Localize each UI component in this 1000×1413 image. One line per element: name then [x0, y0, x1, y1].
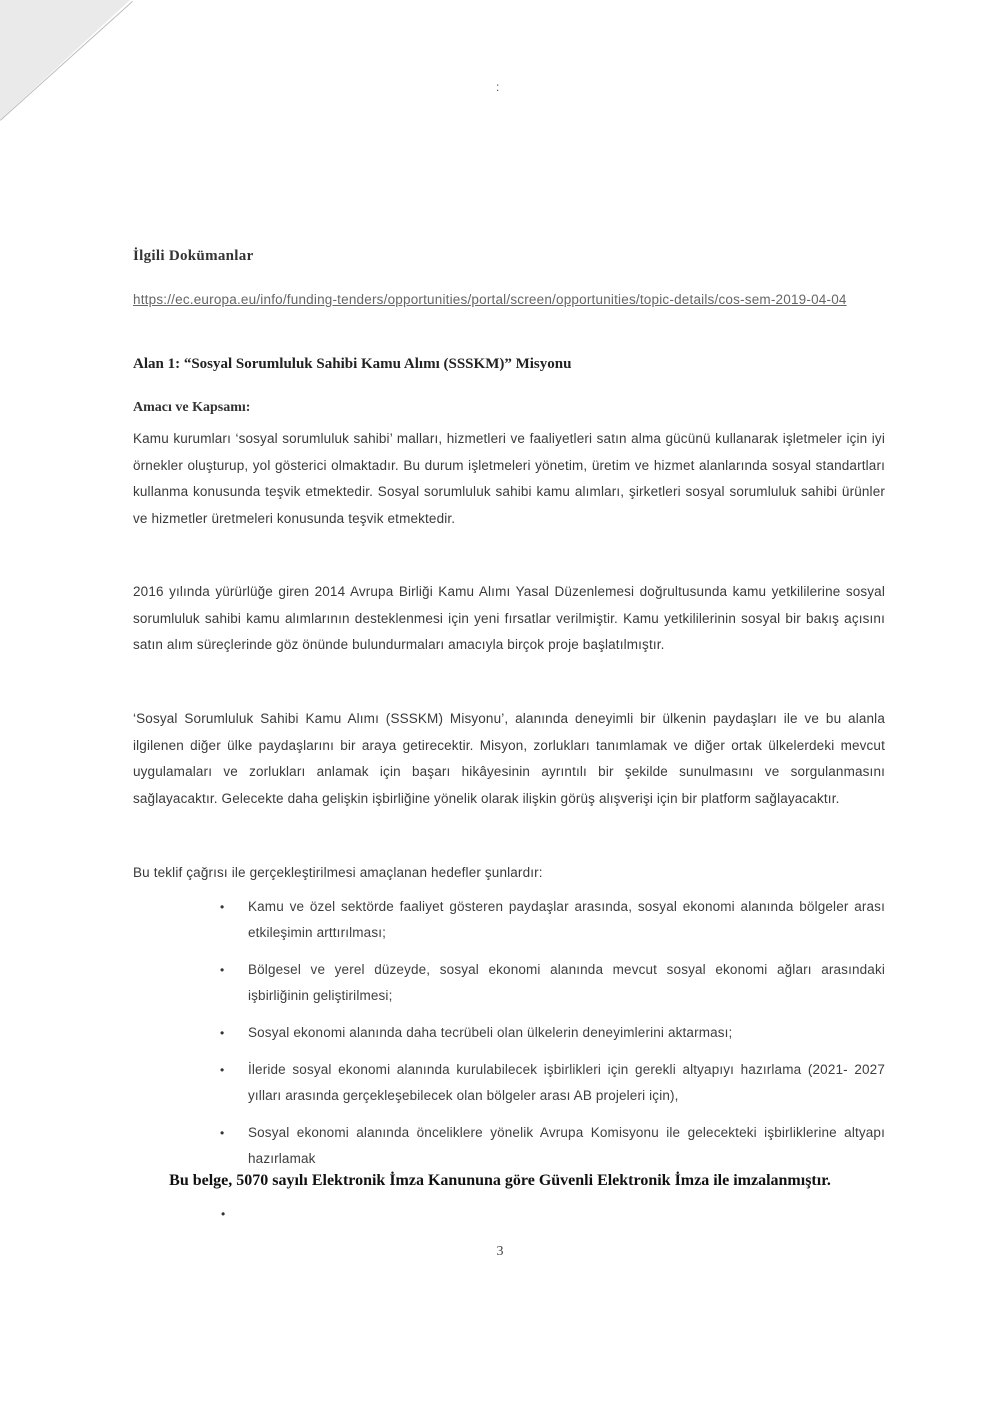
scope-heading: Amacı ve Kapsamı: — [133, 400, 251, 415]
list-item — [208, 1057, 885, 1109]
reference-link[interactable]: https://ec.europa.eu/info/funding-tenders/opportunities/portal/screen/opportunities/topic-details/cos-sem-2019-04-04 — [133, 292, 847, 307]
goal-text: Bölgesel ve yerel düzeyde, sosyal ekonomi alanında mevcut sosyal ekonomi ağları arasındaki işbirliğinin geliştirilmesi; — [248, 962, 885, 1003]
bullet-icon: • — [220, 1126, 225, 1140]
paragraph-eu-regulation: 2016 yılında yürürlüğe giren 2014 Avrupa Birliği Kamu Alımı Yasal Düzenlemesi doğrultusunda kamu yetkililerine sosyal sorumluluk sahibi kamu alımlarının desteklenmesi için yeni fırsatlar verilmiştir. Kamu yetkililerinin sosyal bir bakış açısını satın alım süreçlerinde göz önünde bulundurmaları amacıyla birçok proje başlatılmıştır. — [133, 584, 885, 652]
area-title-text: Alan 1: “Sosyal Sorumluluk Sahibi Kamu Alımı (SSSKM)” Misyonu — [133, 356, 572, 372]
paragraph-public-institutions: Kamu kurumları ‘sosyal sorumluluk sahibi’ malları, hizmetleri ve faaliyetleri satın alma gücünü kullanarak işletmeler için iyi örnekler oluşturup, yol gösterici olmaktadır. Bu durum işletmeleri yönetim, üretim ve hizmet alanlarında sosyal standartları kullanma konusunda teşvik etmektedir. Sosyal sorumluluk sahibi kamu alımları, şirketleri sosyal sorumluluk sahibi ürünler ve hizmetler üretmeleri konusunda teşvik etmektedir. — [133, 431, 885, 526]
goals-list — [208, 894, 885, 1183]
page-number: 3 — [496, 1244, 504, 1259]
bullet-icon: • — [220, 1063, 225, 1077]
list-item — [208, 1120, 885, 1172]
bullet-icon: • — [220, 900, 225, 914]
bullet-icon: • — [220, 1026, 225, 1040]
related-documents-heading: İlgili Dokümanlar — [133, 248, 254, 264]
list-item — [208, 894, 885, 946]
goal-text: İleride sosyal ekonomi alanında kurulabilecek işbirlikleri için gerekli altyapıyı hazırlama (2021- 2027 yılları arasında gerçekleşebilecek olan bölgeler arası AB projeleri için), — [248, 1062, 885, 1103]
list-item — [208, 1020, 885, 1046]
scan-speck: : — [496, 80, 500, 94]
bullet-icon: • — [220, 963, 225, 977]
bullet-icon: • — [221, 1207, 226, 1221]
list-item — [208, 957, 885, 1009]
area-title — [133, 356, 885, 373]
goal-text: Sosyal ekonomi alanında daha tecrübeli olan ülkelerin deneyimlerini aktarması; — [248, 1025, 733, 1040]
paragraph-goals-intro: Bu teklif çağrısı ile gerçekleştirilmesi amaçlanan hedefler şunlardır: — [133, 865, 543, 880]
goal-text: Sosyal ekonomi alanında önceliklere yönelik Avrupa Komisyonu ile gelecekteki işbirliklerine altyapı hazırlamak — [248, 1125, 885, 1166]
e-signature-note: Bu belge, 5070 sayılı Elektronik İmza Kanununa göre Güvenli Elektronik İmza ile imzalanmıştır. — [169, 1172, 831, 1189]
paragraph-mission: ‘Sosyal Sorumluluk Sahibi Kamu Alımı (SSSKM) Misyonu’, alanında deneyimli bir ülkenin paydaşları ile ve bu alanla ilgilenen diğer ülke paydaşlarını bir araya getirecektir. Misyon, zorlukları tanımlamak ve diğer ortak ülkelerdeki mevcut uygulamaları ve zorlukları anlamak için başarı hikâyesinin ayrıntılı bir şekilde sunulmasını ve sorgulanmasını sağlayacaktır. Gelecekte daha gelişkin işbirliğine yönelik olarak ilişkin görüş alışverişi için bir platform sağlayacaktır. — [133, 711, 885, 806]
goal-text: Kamu ve özel sektörde faaliyet gösteren paydaşlar arasında, sosyal ekonomi alanında bölgeler arası etkileşimin arttırılması; — [248, 899, 885, 940]
